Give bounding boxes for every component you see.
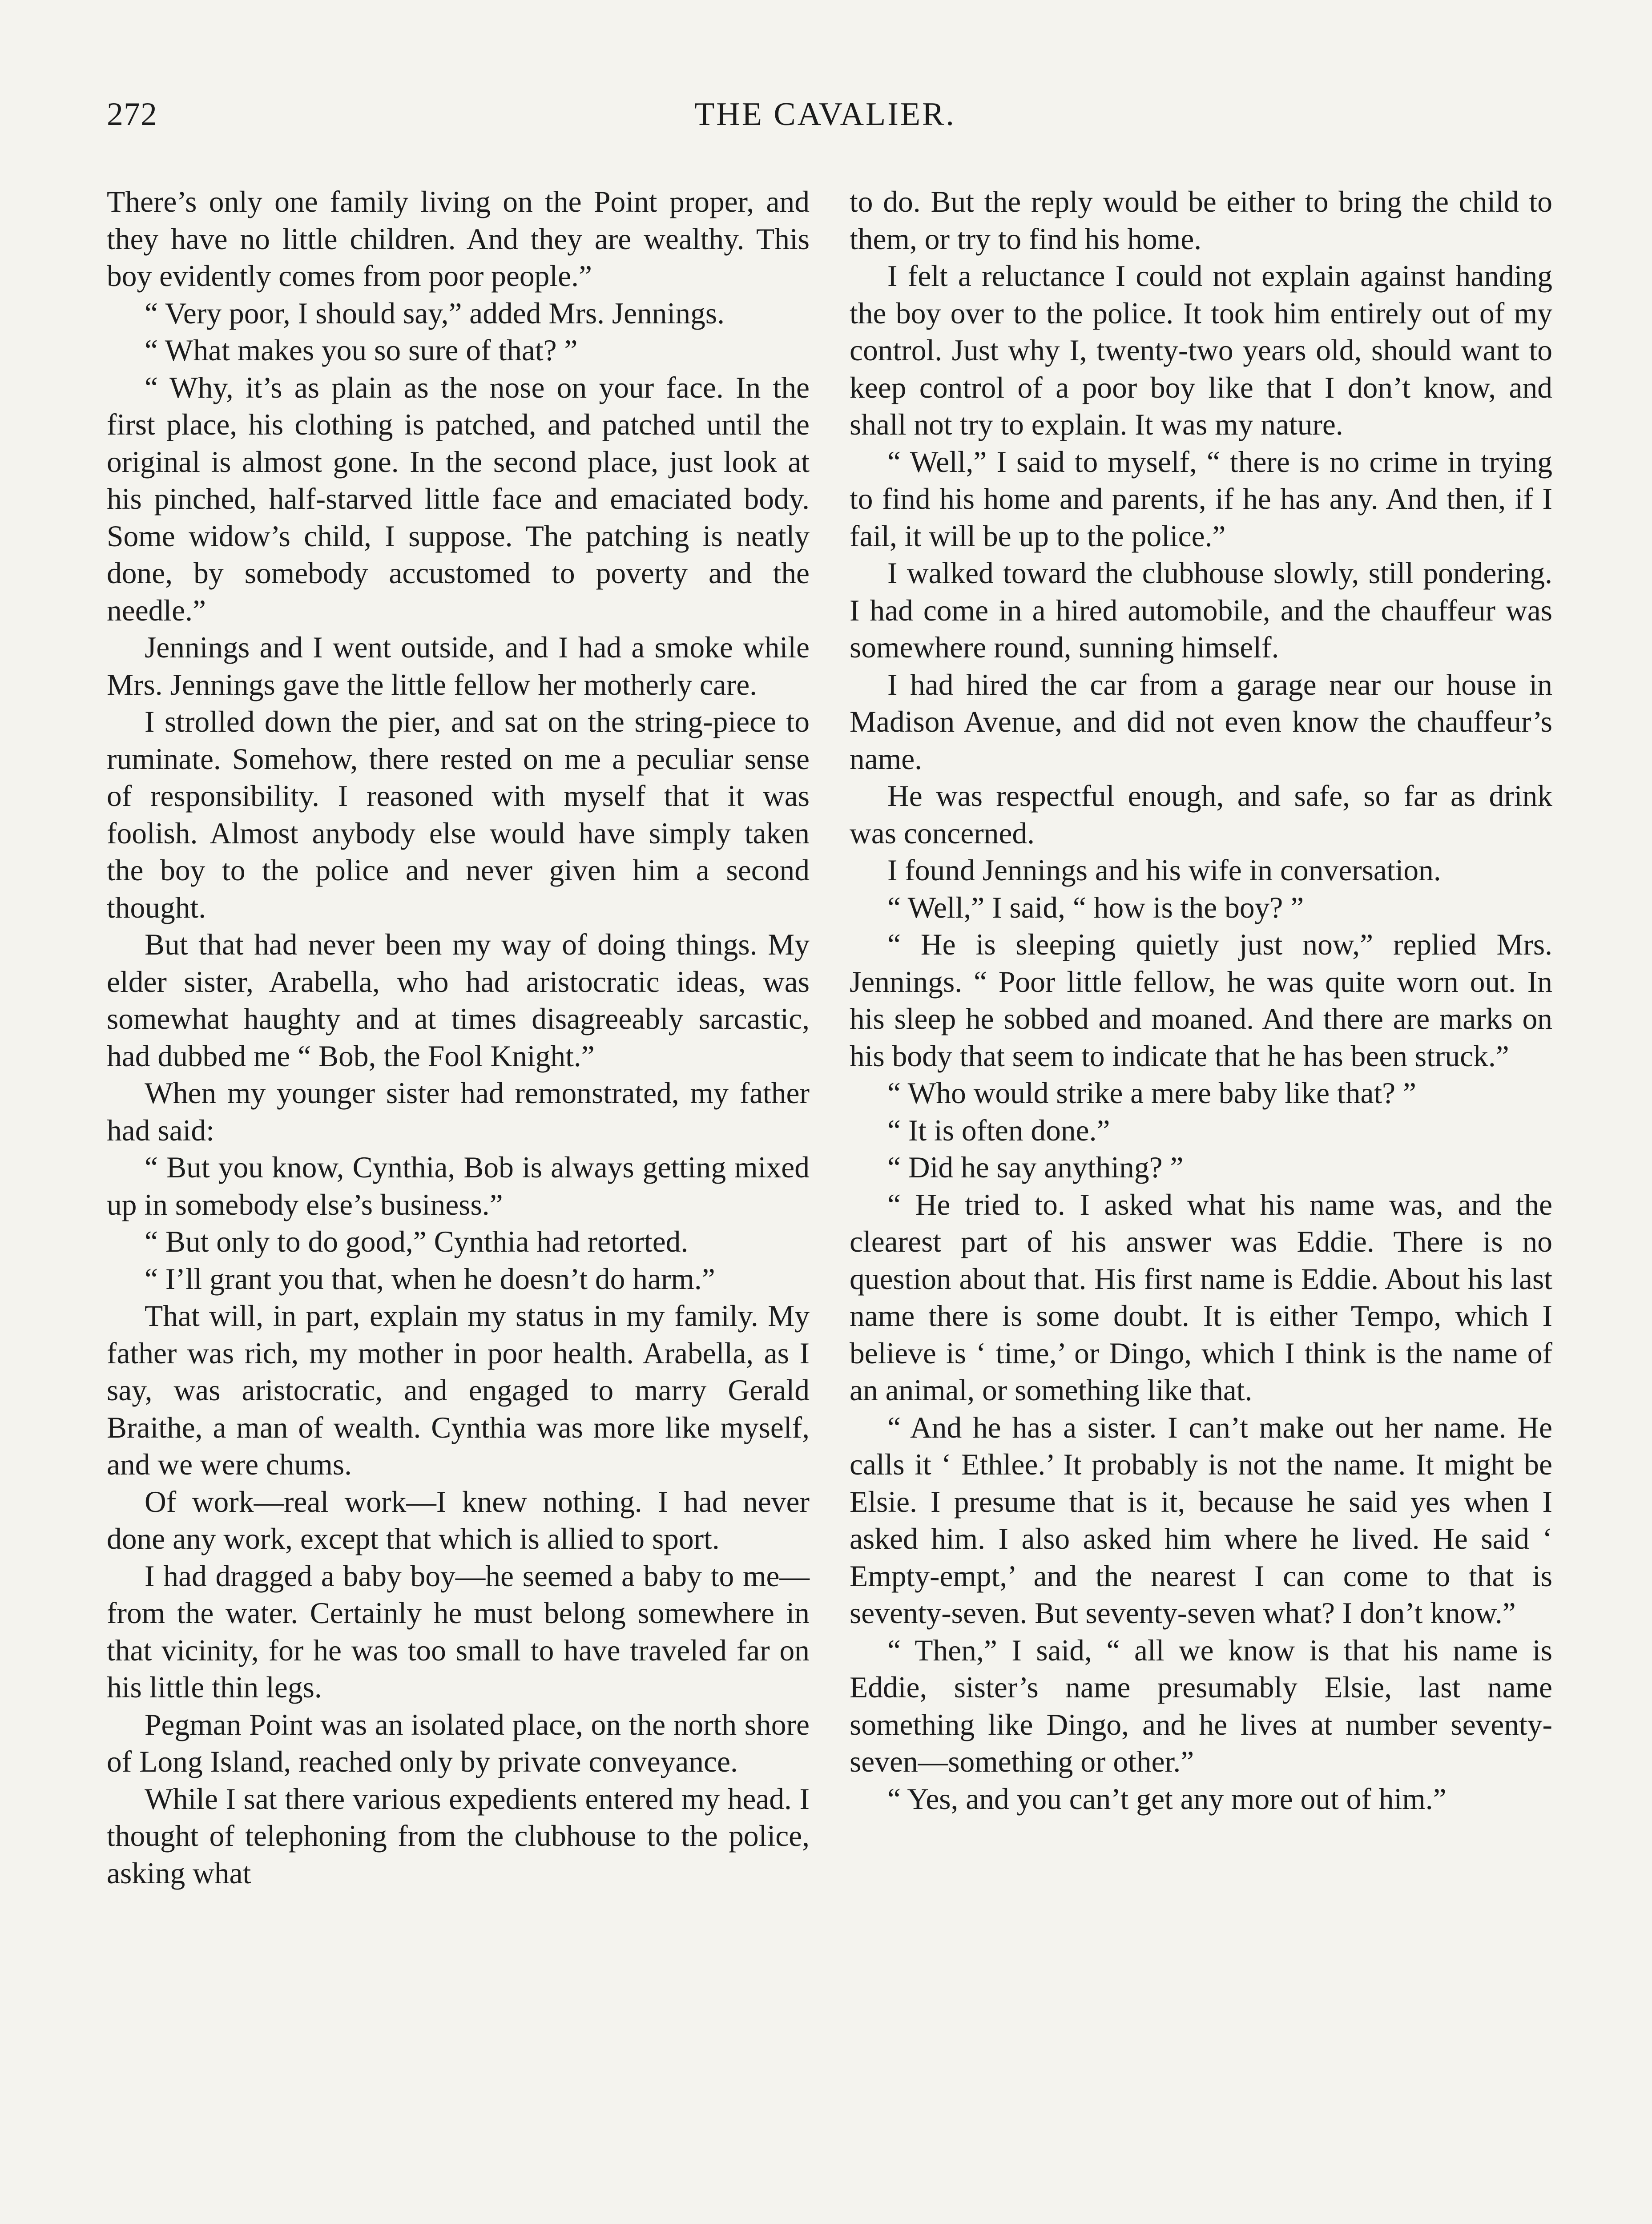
running-title: THE CAVALIER. — [694, 96, 956, 133]
paragraph: I found Jennings and his wife in conversation. — [887, 854, 1441, 887]
paragraph: “ But you know, Cynthia, Bob is always getting mixed up in somebody else’s business.” — [107, 1151, 810, 1221]
paragraph: “ Did he say anything? ” — [887, 1151, 1184, 1184]
paragraph: “ It is often done.” — [887, 1113, 1110, 1147]
paragraph: There’s only one family living on the Point proper, and they have no little children. And they are wealthy. This boy evidently comes from poor people.” — [107, 185, 810, 293]
paragraph: “ Why, it’s as plain as the nose on your face. In the first place, his clothing is patched, and patched until the original is almost gone. In the second place, just look at his pinched, half-starved little face and emaciated body. Some widow’s child, I suppose. The patching is neatly done, by somebody accustomed to poverty and the needle.” — [107, 371, 810, 627]
paragraph: I had dragged a baby boy—he seemed a baby to me—from the water. Certainly he must belong somewhere in that vicinity, for he was too small to have traveled far on his little thin legs. — [107, 1559, 810, 1704]
paragraph: That will, in part, explain my status in my family. My father was rich, my mother in poor health. Arabella, as I say, was aristocratic, and engaged to marry Gerald Braithe, a man of wealth. Cynthia was more like myself, and we were chums. — [107, 1299, 810, 1481]
paragraph: Pegman Point was an isolated place, on the north shore of Long Island, reached only by private conveyance. — [107, 1708, 810, 1778]
paragraph: “ I’ll grant you that, when he doesn’t do harm.” — [145, 1262, 715, 1296]
paragraph: “ But only to do good,” Cynthia had retorted. — [145, 1225, 689, 1258]
page-header — [107, 96, 1543, 145]
paragraph: Of work—real work—I knew nothing. I had never done any work, except that which is allied to sport. — [107, 1485, 810, 1555]
paragraph: But that had never been my way of doing things. My elder sister, Arabella, who had aristocratic ideas, was somewhat haughty and at times disagreeably sarcastic, had dubbed me “ Bob, the Fool Knight.” — [107, 928, 810, 1073]
paragraph: “ What makes you so sure of that? ” — [145, 334, 578, 367]
right-column — [850, 183, 1552, 1817]
paragraph: He was respectful enough, and safe, so far as drink was concerned. — [850, 779, 1552, 850]
paragraph: Jennings and I went outside, and I had a smoke while Mrs. Jennings gave the little fellow her motherly care. — [107, 631, 810, 701]
paragraph: “ He is sleeping quietly just now,” replied Mrs. Jennings. “ Poor little fellow, he was quite worn out. In his sleep he sobbed and moaned. And there are marks on his body that seem to indicate that he has been struck.” — [850, 928, 1552, 1073]
left-column — [107, 183, 810, 1892]
paragraph: I walked toward the clubhouse slowly, still pondering. I had come in a hired automobile, and the chauffeur was somewhere round, sunning himself. — [850, 556, 1552, 664]
paragraph: “ Well,” I said to myself, “ there is no crime in trying to find his home and parents, if he has any. And then, if I fail, it will be up to the police.” — [850, 445, 1552, 553]
paragraph: to do. But the reply would be either to bring the child to them, or try to find his home. — [850, 185, 1552, 256]
paragraph: “ He tried to. I asked what his name was, and the clearest part of his answer was Eddie. There is no question about that. His first name is Eddie. About his last name there is some doubt. It is either Tempo, which I believe is ‘ time,’ or Dingo, which I think is the name of an animal, or something like that. — [850, 1188, 1552, 1407]
paragraph: “ Very poor, I should say,” added Mrs. Jennings. — [145, 296, 725, 330]
paragraph: I felt a reluctance I could not explain against handing the boy over to the police. It took him entirely out of my control. Just why I, twenty-two years old, should want to keep control of a poor boy like that I don’t know, and shall not try to explain. It was my nature. — [850, 259, 1552, 441]
paragraph: I strolled down the pier, and sat on the string-piece to ruminate. Somehow, there rested on me a peculiar sense of responsibility. I reasoned with myself that it was foolish. Almost anybody else would have simply taken the boy to the police and never given him a second thought. — [107, 705, 810, 924]
page-number: 272 — [107, 96, 157, 133]
paragraph: I had hired the car from a garage near our house in Madison Avenue, and did not even know the chauffeur’s name. — [850, 668, 1552, 776]
paragraph: While I sat there various expedients entered my head. I thought of telephoning from the clubhouse to the police, asking what — [107, 1782, 810, 1890]
paragraph: When my younger sister had remonstrated, my father had said: — [107, 1076, 810, 1147]
paragraph: “ And he has a sister. I can’t make out her name. He calls it ‘ Ethlee.’ It probably is not the name. It might be Elsie. I presume that is it, because he said yes when I asked him. I also asked him where he lived. He said ‘ Empty-empt,’ and the nearest I can come to that is seventy-seven. But seventy-seven what? I don’t know.” — [850, 1410, 1552, 1630]
paragraph: “ Who would strike a mere baby like that? ” — [887, 1076, 1416, 1110]
paragraph: “ Yes, and you can’t get any more out of him.” — [887, 1782, 1447, 1816]
paragraph: “ Well,” I said, “ how is the boy? ” — [887, 890, 1304, 924]
paragraph: “ Then,” I said, “ all we know is that his name is Eddie, sister’s name presumably Elsie, last name something like Dingo, and he lives at number seventy-seven—something or other.” — [850, 1633, 1552, 1778]
